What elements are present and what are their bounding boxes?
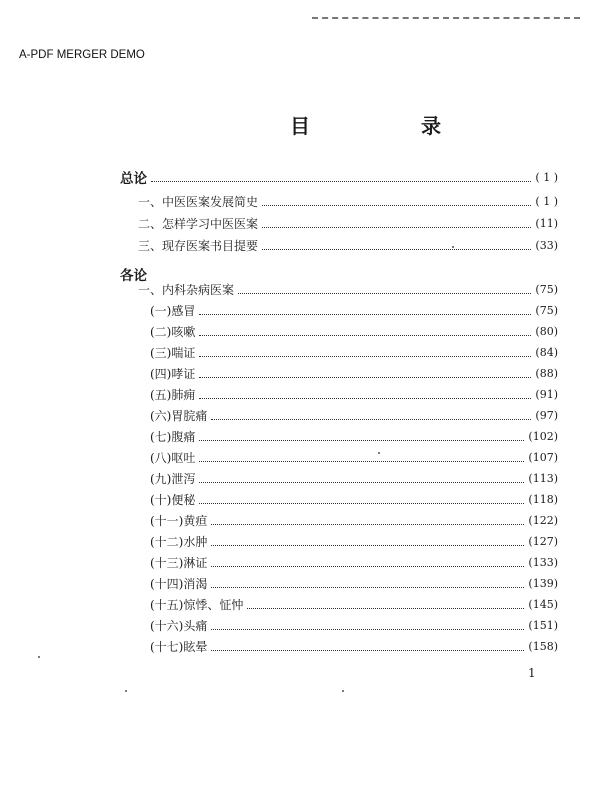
toc-entry-page: (75) [535, 303, 558, 317]
scan-speck [125, 690, 127, 692]
toc-dot-leader [211, 520, 524, 525]
toc-entry-label: (十二)水肿 [150, 534, 208, 549]
toc-entry-label: 二、怎样学习中医医案 [138, 216, 259, 231]
toc-entry-label: (十三)淋证 [150, 555, 208, 570]
toc-dot-leader [199, 310, 531, 315]
toc-entry-label: (十七)眩晕 [150, 639, 208, 654]
toc-entry-page: (122) [528, 513, 558, 527]
toc-entry[interactable] [150, 636, 558, 656]
toc-entry[interactable] [138, 213, 558, 233]
toc-entry-page: (133) [528, 555, 558, 569]
toc-entry-label: (六)胃脘痛 [150, 408, 208, 423]
toc-entry[interactable] [150, 573, 558, 593]
toc-entry-page: (33) [535, 238, 558, 252]
toc-dot-leader [211, 415, 531, 420]
toc-entry-page: (75) [535, 282, 558, 296]
toc-entry-page: (88) [535, 366, 558, 380]
toc-entry[interactable] [150, 342, 558, 362]
toc-dot-leader [199, 352, 531, 357]
toc-entry-page: (102) [528, 429, 558, 443]
toc-dot-leader [199, 457, 524, 462]
scan-speck [452, 246, 454, 248]
toc-entry-page: (11) [535, 216, 558, 230]
toc-entry-page: (145) [528, 597, 558, 611]
toc-entry-label: 三、现存医案书目提要 [138, 238, 259, 253]
toc-entry-page: (80) [535, 324, 558, 338]
header-dash-rule [312, 17, 580, 19]
toc-dot-leader [199, 436, 524, 441]
toc-entry[interactable] [138, 191, 558, 211]
toc-entry-page: (139) [528, 576, 558, 590]
toc-entry-label: (一)感冒 [150, 303, 196, 318]
toc-entry[interactable] [150, 447, 558, 467]
scan-speck [378, 452, 380, 454]
toc-entry-page: (107) [528, 450, 558, 464]
toc-entry-label: (七)腹痛 [150, 429, 196, 444]
toc-entry-page: (113) [528, 471, 558, 485]
toc-entry-label: (十六)头痛 [150, 618, 208, 633]
toc-entry-page: (118) [528, 492, 558, 506]
toc-dot-leader [151, 177, 531, 182]
toc-dot-leader [211, 541, 524, 546]
toc-entry-page: (127) [528, 534, 558, 548]
toc-entry[interactable] [150, 552, 558, 572]
toc-entry[interactable] [138, 235, 558, 255]
toc-entry[interactable] [150, 426, 558, 446]
toc-entry-page: (84) [535, 345, 558, 359]
toc-dot-leader [199, 331, 531, 336]
toc-entry[interactable] [150, 489, 558, 509]
toc-entry-label: (十一)黄疸 [150, 513, 208, 528]
toc-dot-leader [211, 625, 524, 630]
toc-dot-leader [262, 201, 531, 206]
toc-entry-label: (二)咳嗽 [150, 324, 196, 339]
toc-entry[interactable] [120, 167, 558, 187]
toc-entry[interactable] [150, 321, 558, 341]
scan-speck [342, 690, 344, 692]
toc-dot-leader [211, 646, 524, 651]
toc-entry-page: ( 1 ) [535, 170, 558, 184]
toc-dot-leader [199, 394, 531, 399]
toc-dot-leader [247, 604, 524, 609]
toc-entry[interactable] [150, 363, 558, 383]
toc-entry-page: (151) [528, 618, 558, 632]
watermark-text: A-PDF MERGER DEMO [19, 49, 145, 61]
toc-entry-label: (十四)消渴 [150, 576, 208, 591]
toc-entry[interactable] [138, 279, 558, 299]
toc-entry-label: (十)便秘 [150, 492, 196, 507]
toc-entry-label: 总论 [120, 171, 147, 187]
toc-dot-leader [211, 562, 524, 567]
toc-entry-label: (五)肺痈 [150, 387, 196, 402]
toc-entry-label: 一、内科杂病医案 [138, 282, 235, 297]
toc-dot-leader [211, 583, 524, 588]
toc-entry[interactable] [150, 384, 558, 404]
toc-entry-page: ( 1 ) [535, 194, 558, 208]
toc-dot-leader [262, 245, 531, 250]
toc-dot-leader [199, 499, 524, 504]
toc-entry-label: 一、中医医案发展简史 [138, 194, 259, 209]
scan-speck [38, 656, 40, 658]
page-title: 目 录 [290, 114, 493, 138]
toc-entry-page: (97) [535, 408, 558, 422]
toc-entry-label: (八)呕吐 [150, 450, 196, 465]
toc-dot-leader [199, 478, 524, 483]
toc-entry[interactable] [150, 468, 558, 488]
toc-entry-label: (十五)惊悸、怔忡 [150, 597, 244, 612]
toc-entry[interactable] [150, 594, 558, 614]
toc-entry[interactable] [150, 510, 558, 530]
toc-entry-page: (91) [535, 387, 558, 401]
page-number: 1 [528, 666, 536, 680]
toc-entry-label: (九)泄泻 [150, 471, 196, 486]
toc-section-heading: 各论 [120, 268, 147, 284]
toc-dot-leader [262, 223, 531, 228]
toc-entry-label: (三)喘证 [150, 345, 196, 360]
toc-entry[interactable] [150, 615, 558, 635]
toc-dot-leader [199, 373, 531, 378]
toc-entry[interactable] [150, 405, 558, 425]
toc-entry[interactable] [150, 531, 558, 551]
toc-entry[interactable] [150, 300, 558, 320]
toc-entry-page: (158) [528, 639, 558, 653]
toc-dot-leader [238, 289, 531, 294]
toc-entry-label: (四)哮证 [150, 366, 196, 381]
